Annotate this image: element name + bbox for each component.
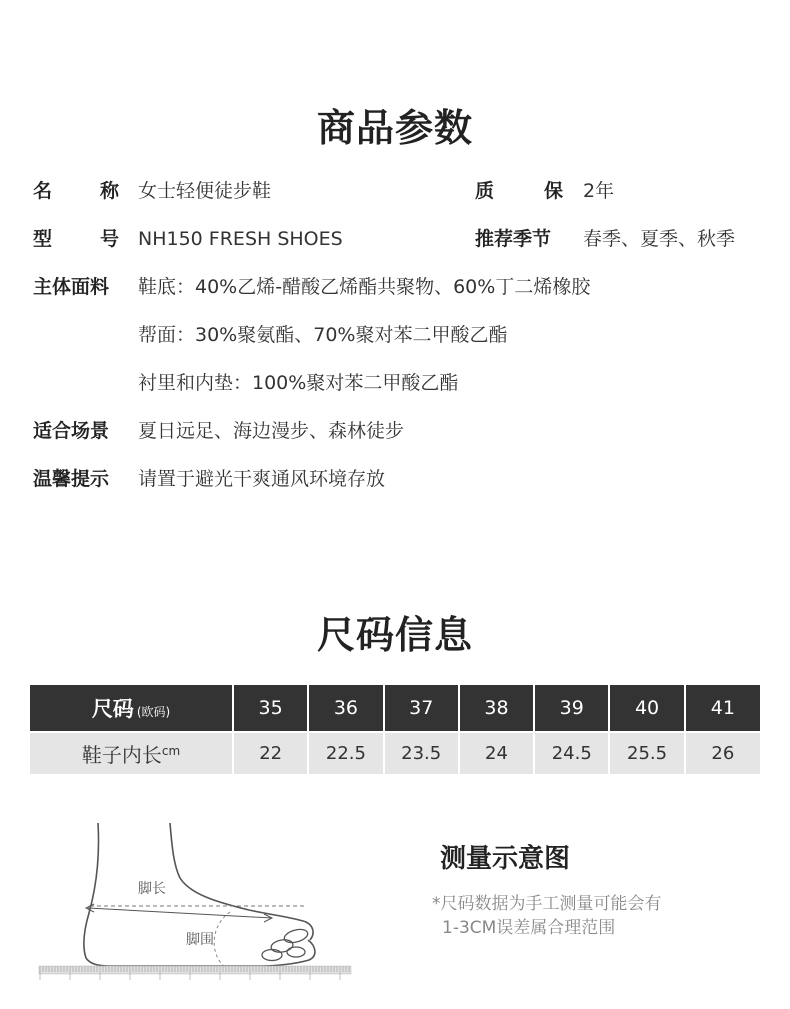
measure-note-line2: 1-3CM误差属合理范围 (442, 918, 616, 938)
size-cell: 39 (534, 685, 609, 732)
length-row-unit: cm (161, 744, 181, 758)
size-cell: 37 (384, 685, 459, 732)
size-title: 尺码信息 (316, 613, 473, 657)
length-cell: 22 (233, 732, 308, 774)
length-row (30, 732, 760, 774)
label-char: 名 (33, 180, 53, 202)
toe-2 (270, 938, 294, 954)
params-title: 商品参数 (316, 106, 473, 150)
foot-girth-label: 脚围 (186, 932, 214, 948)
foot-length-label: 脚长 (138, 881, 166, 897)
foot-front-outline (170, 823, 313, 940)
length-row-label: 鞋子内长 (81, 743, 162, 767)
foot-measure-diagram (34, 818, 364, 988)
size-header-sub: (欧码) (136, 705, 171, 719)
param-tip-label: 温馨提示 (33, 468, 110, 490)
length-label-cell (30, 732, 233, 774)
param-material-sole: 鞋底：40%乙烯-醋酸乙烯酯共聚物、60%丁二烯橡胶 (138, 276, 591, 298)
param-model-label (33, 224, 119, 254)
param-row-tip (0, 464, 790, 494)
param-row-usage (0, 416, 790, 446)
param-material-label: 主体面料 (33, 276, 110, 298)
size-cell: 40 (609, 685, 684, 732)
param-quality-value: 2年 (583, 180, 615, 202)
param-material-lining: 衬里和内垫：100%聚对苯二甲酸乙酯 (138, 372, 459, 394)
label-char: 号 (99, 228, 119, 250)
size-header-row (30, 685, 760, 732)
param-quality-label (475, 176, 563, 206)
length-cell: 23.5 (384, 732, 459, 774)
param-row-model (0, 224, 790, 254)
toe-1 (283, 927, 309, 945)
param-row-name (0, 176, 790, 206)
param-row-material-upper (0, 320, 790, 350)
param-usage-value: 夏日远足、海边漫步、森林徒步 (138, 420, 405, 442)
length-cell: 26 (685, 732, 760, 774)
length-cell: 22.5 (308, 732, 383, 774)
label-char: 保 (543, 180, 563, 202)
size-cell: 41 (685, 685, 760, 732)
size-cell: 38 (459, 685, 534, 732)
length-cell: 24 (459, 732, 534, 774)
toe-3 (262, 950, 282, 961)
size-header-label: 尺码 (91, 697, 134, 721)
param-season-value: 春季、夏季、秋季 (583, 228, 736, 250)
foot-girth-arc (214, 912, 230, 966)
param-row-material-lining (0, 368, 790, 398)
length-cell: 25.5 (609, 732, 684, 774)
label-char: 质 (475, 180, 495, 202)
measure-note-line1: *尺码数据为手工测量可能会有 (432, 894, 662, 914)
toe-4 (287, 947, 305, 957)
size-table (30, 685, 760, 774)
param-material-upper: 帮面：30%聚氨酯、70%聚对苯二甲酸乙酯 (138, 324, 508, 346)
param-tip-value: 请置于避光干爽通风环境存放 (138, 468, 386, 490)
size-cell: 36 (308, 685, 383, 732)
measure-diagram-title: 测量示意图 (440, 844, 571, 874)
length-cell: 24.5 (534, 732, 609, 774)
size-header-label-cell (30, 685, 233, 732)
param-name-value: 女士轻便徒步鞋 (138, 180, 272, 202)
param-name-label (33, 176, 119, 206)
label-char: 型 (33, 228, 53, 250)
param-season-label: 推荐季节 (475, 228, 552, 250)
param-usage-label: 适合场景 (33, 420, 110, 442)
size-cell: 35 (233, 685, 308, 732)
label-char: 称 (99, 180, 119, 202)
param-model-value: NH150 FRESH SHOES (138, 228, 343, 250)
param-row-material (0, 272, 790, 302)
